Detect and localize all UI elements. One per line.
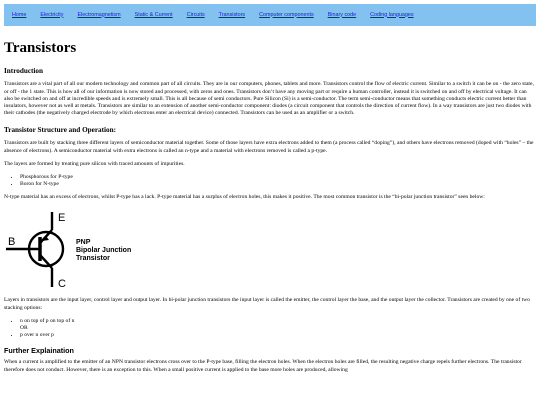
further-paragraph: When a current is amplified to the emitter of an NPN transistor electrons cross over to the P-type base, filling the electron holes. When the electron holes are filled, the resulting negative charge repels further electrons. The transistor therefore does not conduct. However, there is an exception to this. When a small positive current is applied to the base more holes are produced, allowing xyxy=(4,359,522,373)
diagram-title-line-1: PNP xyxy=(76,239,91,247)
structure-paragraph-4: Layers in transistors are the input layer, control layer and output layer. In bi-polar junction transistors the input layer is called the emitter, the control layer the base, and the output layer the collector. Transistors are created by one of two stacking options: xyxy=(4,297,530,311)
structure-heading: Transistor Structure and Operation: xyxy=(4,126,117,135)
nav-link-electricity[interactable]: Electricity xyxy=(40,11,64,18)
collector-label: C xyxy=(58,278,66,291)
nav-link-coding-languages[interactable]: Coding languages xyxy=(370,11,414,18)
stacking-list xyxy=(4,318,536,339)
list-item: • Boron for N-type xyxy=(20,181,536,188)
emitter-label: E xyxy=(58,212,66,225)
structure-paragraph-3: N-type material has an excess of electrons, whilst P-type has a lack. P-type material has a surplus of electron holes, this makes it positive. The most common transistor is the “bi-polar junction transistor” seen below: xyxy=(4,194,485,201)
nav-link-home[interactable]: Home xyxy=(12,11,27,18)
nav-link-circuits[interactable]: Circuits xyxy=(186,11,205,18)
diagram-title-line-3: Transistor xyxy=(76,255,110,263)
nav-link-binary-code[interactable]: Binary code xyxy=(327,11,357,18)
nav-link-computer-components[interactable]: Computer components xyxy=(259,11,314,18)
or-separator: OR xyxy=(20,324,28,331)
base-label: B xyxy=(8,236,16,249)
nav-bar xyxy=(4,4,536,26)
list-item: • Phosphorous for P-type xyxy=(20,174,536,181)
list-item: • p over n over p xyxy=(20,332,536,339)
bjt-diagram xyxy=(4,207,144,291)
structure-paragraph-1: Transistors are built by stacking three different layers of semiconductor material together. Some of those layers have extra electrons added to them (a process called “doping”), and others have electrons removed (doped with “holes” – the absence of electrons). A semiconductor material with extra electrons is called an n-type and a material with electrons removed is called a p-type. xyxy=(4,140,534,154)
nav-link-electromagnetism[interactable]: Electromagnetism xyxy=(77,11,121,18)
further-heading: Further Explaination xyxy=(4,346,74,356)
intro-heading: Introduction xyxy=(4,67,44,76)
diagram-title-line-2: Bipolar Junction xyxy=(76,247,132,255)
structure-paragraph-2: The layers are formed by treating pure silicon with traced amounts of impurities. xyxy=(4,160,185,167)
nav-link-transistors[interactable]: Transistors xyxy=(218,11,246,18)
nav-link-static-current[interactable]: Static & Current xyxy=(134,11,173,18)
page-title: Transistors xyxy=(4,40,77,56)
intro-paragraph: Transistors are a vital part of all our modern technology and common part of all circuits. They are in our computers, phones, tablets and more. Transistors control the flow of electric current. Similar to a switch it can be on - the zero state, or off - the 1 state. This is how all of our information is now stored and processed, with zeros and ones. Transistors don’t have any moving part or require a human controller, instead it is switched on and off by electrical voltage. It can also be switched on and off at incredible speeds and is extremely small. This is all because of semi conductors. Pure Silicon (Si) is a semi-conductor. The term semi-conductor means that something conducts electric current better than insulators, however not as well at metals. Transistors are similar to an extension of another semi-conductor component: diodes (a circuit component that controls the direction of current flow). In a way transistors are just two diodes with their cathodes (the negatively charged electrode by which electrons enter an electrical device) connected. Transistors can be used as an amplifier or a switch. xyxy=(4,81,534,117)
list-item: • n on top of p on top of n xyxy=(20,318,536,325)
dopant-list xyxy=(4,174,536,188)
